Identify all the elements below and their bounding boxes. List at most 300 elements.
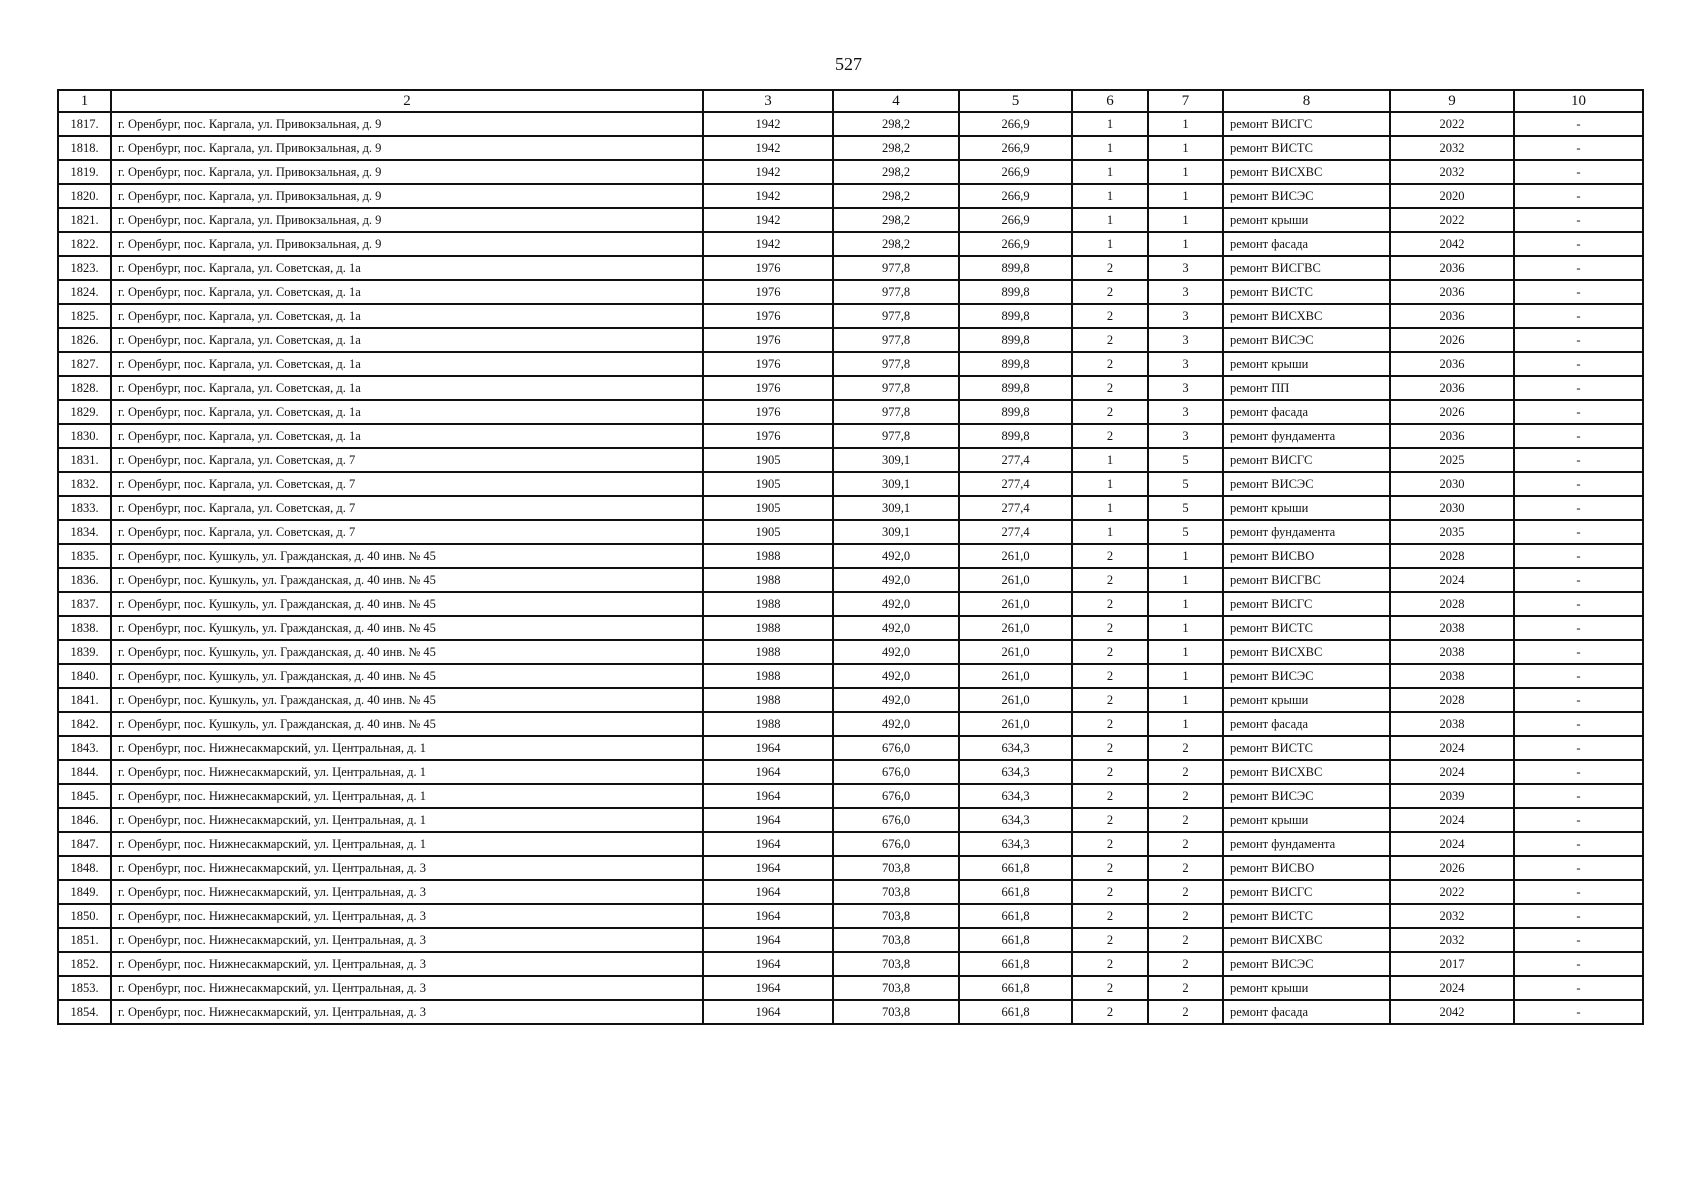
cell-total-area: 676,0 [833, 736, 959, 760]
cell-address: г. Оренбург, пос. Кушкуль, ул. Гражданская, д. 40 инв. № 45 [111, 664, 703, 688]
cell-total-area: 977,8 [833, 352, 959, 376]
cell-construction-year: 1976 [703, 376, 833, 400]
table-row [58, 688, 1643, 712]
column-header: 1 [58, 90, 111, 112]
table-row [58, 136, 1643, 160]
header-row [58, 90, 1643, 112]
table-row [58, 976, 1643, 1000]
table-row [58, 184, 1643, 208]
cell-entrances-count: 5 [1148, 496, 1223, 520]
table-row [58, 736, 1643, 760]
cell-note: - [1514, 688, 1643, 712]
cell-address: г. Оренбург, пос. Каргала, ул. Советская, д. 1а [111, 400, 703, 424]
cell-construction-year: 1964 [703, 808, 833, 832]
cell-construction-year: 1988 [703, 568, 833, 592]
cell-construction-year: 1942 [703, 232, 833, 256]
cell-total-area: 298,2 [833, 160, 959, 184]
cell-construction-year: 1988 [703, 688, 833, 712]
cell-floors-count: 1 [1072, 208, 1148, 232]
cell-work-type: ремонт фасада [1223, 400, 1390, 424]
cell-entrances-count: 3 [1148, 280, 1223, 304]
cell-work-type: ремонт крыши [1223, 808, 1390, 832]
cell-note: - [1514, 400, 1643, 424]
cell-floors-count: 1 [1072, 112, 1148, 136]
cell-note: - [1514, 232, 1643, 256]
cell-row-number: 1838. [58, 616, 111, 640]
table-row [58, 208, 1643, 232]
cell-construction-year: 1964 [703, 880, 833, 904]
cell-planned-year: 2038 [1390, 712, 1514, 736]
cell-address: г. Оренбург, пос. Каргала, ул. Советская, д. 1а [111, 280, 703, 304]
cell-address: г. Оренбург, пос. Каргала, ул. Советская, д. 1а [111, 256, 703, 280]
cell-construction-year: 1964 [703, 904, 833, 928]
cell-row-number: 1818. [58, 136, 111, 160]
cell-living-area: 634,3 [959, 808, 1072, 832]
cell-work-type: ремонт ВИСЭС [1223, 328, 1390, 352]
cell-living-area: 266,9 [959, 184, 1072, 208]
cell-address: г. Оренбург, пос. Каргала, ул. Советская, д. 7 [111, 448, 703, 472]
cell-total-area: 703,8 [833, 928, 959, 952]
table-header [58, 90, 1643, 112]
cell-floors-count: 1 [1072, 184, 1148, 208]
cell-note: - [1514, 592, 1643, 616]
table-row [58, 904, 1643, 928]
cell-row-number: 1837. [58, 592, 111, 616]
table-row [58, 952, 1643, 976]
table-row [58, 880, 1643, 904]
cell-address: г. Оренбург, пос. Нижнесакмарский, ул. Центральная, д. 3 [111, 856, 703, 880]
cell-total-area: 977,8 [833, 424, 959, 448]
cell-living-area: 899,8 [959, 400, 1072, 424]
cell-work-type: ремонт фасада [1223, 712, 1390, 736]
cell-note: - [1514, 808, 1643, 832]
table-row [58, 928, 1643, 952]
cell-row-number: 1823. [58, 256, 111, 280]
cell-row-number: 1831. [58, 448, 111, 472]
table-row [58, 232, 1643, 256]
cell-planned-year: 2028 [1390, 592, 1514, 616]
cell-construction-year: 1988 [703, 712, 833, 736]
cell-living-area: 261,0 [959, 544, 1072, 568]
cell-floors-count: 2 [1072, 736, 1148, 760]
column-header: 9 [1390, 90, 1514, 112]
cell-row-number: 1843. [58, 736, 111, 760]
cell-address: г. Оренбург, пос. Каргала, ул. Советская, д. 7 [111, 496, 703, 520]
cell-total-area: 676,0 [833, 832, 959, 856]
cell-construction-year: 1942 [703, 112, 833, 136]
table-row [58, 808, 1643, 832]
cell-planned-year: 2036 [1390, 352, 1514, 376]
cell-entrances-count: 2 [1148, 760, 1223, 784]
cell-entrances-count: 1 [1148, 712, 1223, 736]
cell-construction-year: 1976 [703, 424, 833, 448]
cell-address: г. Оренбург, пос. Каргала, ул. Советская, д. 7 [111, 520, 703, 544]
cell-address: г. Оренбург, пос. Кушкуль, ул. Гражданская, д. 40 инв. № 45 [111, 640, 703, 664]
cell-living-area: 266,9 [959, 232, 1072, 256]
cell-work-type: ремонт крыши [1223, 688, 1390, 712]
cell-row-number: 1853. [58, 976, 111, 1000]
cell-address: г. Оренбург, пос. Каргала, ул. Советская, д. 7 [111, 472, 703, 496]
cell-entrances-count: 3 [1148, 352, 1223, 376]
cell-construction-year: 1964 [703, 856, 833, 880]
cell-living-area: 277,4 [959, 496, 1072, 520]
table-row [58, 472, 1643, 496]
cell-living-area: 261,0 [959, 712, 1072, 736]
column-header: 8 [1223, 90, 1390, 112]
cell-living-area: 634,3 [959, 760, 1072, 784]
cell-entrances-count: 3 [1148, 424, 1223, 448]
cell-living-area: 261,0 [959, 568, 1072, 592]
cell-total-area: 676,0 [833, 784, 959, 808]
cell-living-area: 266,9 [959, 136, 1072, 160]
cell-planned-year: 2028 [1390, 544, 1514, 568]
cell-address: г. Оренбург, пос. Нижнесакмарский, ул. Центральная, д. 3 [111, 1000, 703, 1024]
cell-work-type: ремонт ПП [1223, 376, 1390, 400]
register-table [57, 89, 1644, 1025]
cell-total-area: 703,8 [833, 976, 959, 1000]
cell-planned-year: 2036 [1390, 256, 1514, 280]
cell-floors-count: 2 [1072, 928, 1148, 952]
cell-living-area: 899,8 [959, 424, 1072, 448]
cell-work-type: ремонт фундамента [1223, 832, 1390, 856]
cell-row-number: 1827. [58, 352, 111, 376]
cell-construction-year: 1976 [703, 280, 833, 304]
cell-row-number: 1852. [58, 952, 111, 976]
cell-floors-count: 2 [1072, 256, 1148, 280]
cell-row-number: 1830. [58, 424, 111, 448]
cell-floors-count: 2 [1072, 424, 1148, 448]
table-row [58, 520, 1643, 544]
cell-floors-count: 2 [1072, 760, 1148, 784]
cell-work-type: ремонт фундамента [1223, 520, 1390, 544]
cell-work-type: ремонт фундамента [1223, 424, 1390, 448]
cell-row-number: 1817. [58, 112, 111, 136]
cell-construction-year: 1988 [703, 616, 833, 640]
table-row [58, 400, 1643, 424]
cell-note: - [1514, 304, 1643, 328]
cell-entrances-count: 1 [1148, 160, 1223, 184]
cell-note: - [1514, 520, 1643, 544]
column-header: 5 [959, 90, 1072, 112]
cell-construction-year: 1942 [703, 184, 833, 208]
cell-planned-year: 2038 [1390, 640, 1514, 664]
cell-floors-count: 2 [1072, 280, 1148, 304]
cell-total-area: 492,0 [833, 664, 959, 688]
cell-work-type: ремонт ВИСТС [1223, 616, 1390, 640]
cell-planned-year: 2042 [1390, 1000, 1514, 1024]
cell-row-number: 1840. [58, 664, 111, 688]
cell-note: - [1514, 568, 1643, 592]
cell-work-type: ремонт ВИСГВС [1223, 256, 1390, 280]
cell-floors-count: 2 [1072, 952, 1148, 976]
cell-row-number: 1819. [58, 160, 111, 184]
cell-note: - [1514, 352, 1643, 376]
cell-total-area: 309,1 [833, 496, 959, 520]
cell-floors-count: 2 [1072, 1000, 1148, 1024]
cell-address: г. Оренбург, пос. Нижнесакмарский, ул. Центральная, д. 1 [111, 808, 703, 832]
cell-row-number: 1825. [58, 304, 111, 328]
cell-note: - [1514, 136, 1643, 160]
cell-living-area: 634,3 [959, 784, 1072, 808]
table-row [58, 856, 1643, 880]
cell-living-area: 261,0 [959, 616, 1072, 640]
cell-row-number: 1833. [58, 496, 111, 520]
cell-living-area: 661,8 [959, 880, 1072, 904]
cell-floors-count: 1 [1072, 472, 1148, 496]
cell-planned-year: 2024 [1390, 568, 1514, 592]
cell-living-area: 899,8 [959, 256, 1072, 280]
cell-planned-year: 2035 [1390, 520, 1514, 544]
cell-planned-year: 2024 [1390, 760, 1514, 784]
table-row [58, 664, 1643, 688]
cell-row-number: 1848. [58, 856, 111, 880]
cell-total-area: 492,0 [833, 640, 959, 664]
cell-entrances-count: 1 [1148, 136, 1223, 160]
cell-entrances-count: 1 [1148, 616, 1223, 640]
cell-work-type: ремонт ВИСВО [1223, 856, 1390, 880]
cell-floors-count: 2 [1072, 880, 1148, 904]
cell-construction-year: 1964 [703, 952, 833, 976]
cell-row-number: 1832. [58, 472, 111, 496]
column-header: 7 [1148, 90, 1223, 112]
cell-construction-year: 1988 [703, 640, 833, 664]
column-header: 2 [111, 90, 703, 112]
cell-entrances-count: 3 [1148, 376, 1223, 400]
cell-address: г. Оренбург, пос. Каргала, ул. Советская, д. 1а [111, 328, 703, 352]
cell-planned-year: 2026 [1390, 328, 1514, 352]
cell-living-area: 277,4 [959, 472, 1072, 496]
cell-construction-year: 1905 [703, 496, 833, 520]
cell-planned-year: 2017 [1390, 952, 1514, 976]
cell-row-number: 1841. [58, 688, 111, 712]
cell-planned-year: 2036 [1390, 424, 1514, 448]
cell-living-area: 899,8 [959, 280, 1072, 304]
cell-total-area: 703,8 [833, 904, 959, 928]
cell-address: г. Оренбург, пос. Каргала, ул. Привокзальная, д. 9 [111, 232, 703, 256]
cell-work-type: ремонт крыши [1223, 496, 1390, 520]
cell-living-area: 266,9 [959, 160, 1072, 184]
cell-work-type: ремонт фасада [1223, 232, 1390, 256]
cell-floors-count: 1 [1072, 520, 1148, 544]
cell-address: г. Оренбург, пос. Каргала, ул. Привокзальная, д. 9 [111, 160, 703, 184]
cell-address: г. Оренбург, пос. Кушкуль, ул. Гражданская, д. 40 инв. № 45 [111, 544, 703, 568]
cell-work-type: ремонт ВИСЭС [1223, 184, 1390, 208]
cell-note: - [1514, 928, 1643, 952]
cell-entrances-count: 2 [1148, 1000, 1223, 1024]
cell-work-type: ремонт ВИСХВС [1223, 640, 1390, 664]
cell-entrances-count: 3 [1148, 328, 1223, 352]
cell-address: г. Оренбург, пос. Каргала, ул. Советская, д. 1а [111, 424, 703, 448]
cell-total-area: 703,8 [833, 1000, 959, 1024]
table-row [58, 256, 1643, 280]
cell-row-number: 1820. [58, 184, 111, 208]
cell-total-area: 703,8 [833, 952, 959, 976]
cell-note: - [1514, 856, 1643, 880]
table-body [58, 112, 1643, 1024]
table-row [58, 352, 1643, 376]
cell-construction-year: 1905 [703, 520, 833, 544]
cell-work-type: ремонт ВИСЭС [1223, 952, 1390, 976]
table-row [58, 160, 1643, 184]
cell-work-type: ремонт ВИСТС [1223, 136, 1390, 160]
cell-address: г. Оренбург, пос. Нижнесакмарский, ул. Центральная, д. 3 [111, 976, 703, 1000]
cell-address: г. Оренбург, пос. Кушкуль, ул. Гражданская, д. 40 инв. № 45 [111, 568, 703, 592]
cell-work-type: ремонт ВИСХВС [1223, 928, 1390, 952]
cell-living-area: 266,9 [959, 112, 1072, 136]
cell-entrances-count: 5 [1148, 448, 1223, 472]
cell-row-number: 1822. [58, 232, 111, 256]
cell-note: - [1514, 424, 1643, 448]
cell-floors-count: 2 [1072, 568, 1148, 592]
cell-living-area: 261,0 [959, 664, 1072, 688]
cell-address: г. Оренбург, пос. Каргала, ул. Советская, д. 1а [111, 304, 703, 328]
cell-row-number: 1845. [58, 784, 111, 808]
cell-total-area: 309,1 [833, 520, 959, 544]
cell-floors-count: 2 [1072, 640, 1148, 664]
cell-address: г. Оренбург, пос. Нижнесакмарский, ул. Центральная, д. 3 [111, 880, 703, 904]
cell-note: - [1514, 760, 1643, 784]
cell-total-area: 492,0 [833, 616, 959, 640]
cell-address: г. Оренбург, пос. Кушкуль, ул. Гражданская, д. 40 инв. № 45 [111, 616, 703, 640]
cell-work-type: ремонт ВИСХВС [1223, 160, 1390, 184]
cell-living-area: 661,8 [959, 976, 1072, 1000]
cell-note: - [1514, 544, 1643, 568]
cell-planned-year: 2024 [1390, 736, 1514, 760]
cell-total-area: 309,1 [833, 448, 959, 472]
cell-work-type: ремонт ВИСГС [1223, 592, 1390, 616]
cell-row-number: 1835. [58, 544, 111, 568]
cell-planned-year: 2024 [1390, 808, 1514, 832]
cell-construction-year: 1964 [703, 832, 833, 856]
table-row [58, 328, 1643, 352]
cell-total-area: 492,0 [833, 568, 959, 592]
cell-entrances-count: 3 [1148, 400, 1223, 424]
table-row [58, 544, 1643, 568]
cell-planned-year: 2025 [1390, 448, 1514, 472]
cell-entrances-count: 1 [1148, 232, 1223, 256]
cell-floors-count: 2 [1072, 832, 1148, 856]
cell-floors-count: 1 [1072, 496, 1148, 520]
table-row [58, 616, 1643, 640]
cell-planned-year: 2038 [1390, 664, 1514, 688]
column-header: 3 [703, 90, 833, 112]
cell-living-area: 634,3 [959, 736, 1072, 760]
cell-entrances-count: 1 [1148, 592, 1223, 616]
cell-entrances-count: 5 [1148, 472, 1223, 496]
cell-living-area: 277,4 [959, 448, 1072, 472]
cell-total-area: 977,8 [833, 376, 959, 400]
cell-floors-count: 2 [1072, 352, 1148, 376]
cell-construction-year: 1964 [703, 784, 833, 808]
cell-floors-count: 2 [1072, 400, 1148, 424]
cell-living-area: 899,8 [959, 376, 1072, 400]
cell-planned-year: 2042 [1390, 232, 1514, 256]
cell-work-type: ремонт ВИСТС [1223, 736, 1390, 760]
table-row [58, 1000, 1643, 1024]
cell-work-type: ремонт ВИСГС [1223, 448, 1390, 472]
cell-address: г. Оренбург, пос. Каргала, ул. Привокзальная, д. 9 [111, 112, 703, 136]
cell-total-area: 492,0 [833, 544, 959, 568]
cell-address: г. Оренбург, пос. Нижнесакмарский, ул. Центральная, д. 1 [111, 784, 703, 808]
cell-construction-year: 1976 [703, 400, 833, 424]
cell-work-type: ремонт крыши [1223, 352, 1390, 376]
cell-planned-year: 2026 [1390, 856, 1514, 880]
cell-planned-year: 2026 [1390, 400, 1514, 424]
cell-note: - [1514, 112, 1643, 136]
cell-entrances-count: 2 [1148, 976, 1223, 1000]
cell-address: г. Оренбург, пос. Кушкуль, ул. Гражданская, д. 40 инв. № 45 [111, 688, 703, 712]
cell-work-type: ремонт ВИСГС [1223, 880, 1390, 904]
cell-living-area: 899,8 [959, 304, 1072, 328]
cell-entrances-count: 3 [1148, 256, 1223, 280]
table-row [58, 280, 1643, 304]
cell-work-type: ремонт ВИСГС [1223, 112, 1390, 136]
cell-row-number: 1847. [58, 832, 111, 856]
cell-floors-count: 1 [1072, 232, 1148, 256]
cell-note: - [1514, 904, 1643, 928]
cell-note: - [1514, 952, 1643, 976]
cell-address: г. Оренбург, пос. Кушкуль, ул. Гражданская, д. 40 инв. № 45 [111, 592, 703, 616]
cell-work-type: ремонт крыши [1223, 976, 1390, 1000]
cell-entrances-count: 2 [1148, 952, 1223, 976]
cell-living-area: 277,4 [959, 520, 1072, 544]
table-row [58, 592, 1643, 616]
cell-total-area: 977,8 [833, 280, 959, 304]
cell-planned-year: 2028 [1390, 688, 1514, 712]
cell-entrances-count: 1 [1148, 688, 1223, 712]
cell-floors-count: 2 [1072, 328, 1148, 352]
cell-address: г. Оренбург, пос. Нижнесакмарский, ул. Центральная, д. 1 [111, 760, 703, 784]
cell-note: - [1514, 664, 1643, 688]
cell-construction-year: 1942 [703, 136, 833, 160]
cell-living-area: 661,8 [959, 928, 1072, 952]
cell-entrances-count: 5 [1148, 520, 1223, 544]
cell-entrances-count: 2 [1148, 736, 1223, 760]
cell-entrances-count: 1 [1148, 568, 1223, 592]
cell-entrances-count: 2 [1148, 784, 1223, 808]
cell-note: - [1514, 160, 1643, 184]
cell-construction-year: 1976 [703, 304, 833, 328]
cell-floors-count: 2 [1072, 616, 1148, 640]
cell-construction-year: 1964 [703, 760, 833, 784]
cell-total-area: 298,2 [833, 208, 959, 232]
cell-construction-year: 1964 [703, 1000, 833, 1024]
cell-total-area: 676,0 [833, 808, 959, 832]
cell-entrances-count: 1 [1148, 544, 1223, 568]
cell-note: - [1514, 256, 1643, 280]
cell-construction-year: 1988 [703, 544, 833, 568]
cell-note: - [1514, 328, 1643, 352]
cell-work-type: ремонт ВИСВО [1223, 544, 1390, 568]
cell-row-number: 1851. [58, 928, 111, 952]
cell-construction-year: 1905 [703, 448, 833, 472]
cell-total-area: 977,8 [833, 400, 959, 424]
cell-planned-year: 2024 [1390, 832, 1514, 856]
cell-floors-count: 2 [1072, 304, 1148, 328]
cell-planned-year: 2036 [1390, 280, 1514, 304]
cell-address: г. Оренбург, пос. Нижнесакмарский, ул. Центральная, д. 3 [111, 904, 703, 928]
cell-work-type: ремонт ВИСХВС [1223, 304, 1390, 328]
cell-entrances-count: 2 [1148, 904, 1223, 928]
cell-construction-year: 1976 [703, 328, 833, 352]
cell-row-number: 1829. [58, 400, 111, 424]
cell-planned-year: 2030 [1390, 472, 1514, 496]
cell-construction-year: 1976 [703, 352, 833, 376]
cell-living-area: 261,0 [959, 688, 1072, 712]
cell-total-area: 492,0 [833, 592, 959, 616]
cell-address: г. Оренбург, пос. Нижнесакмарский, ул. Центральная, д. 3 [111, 952, 703, 976]
cell-planned-year: 2032 [1390, 136, 1514, 160]
